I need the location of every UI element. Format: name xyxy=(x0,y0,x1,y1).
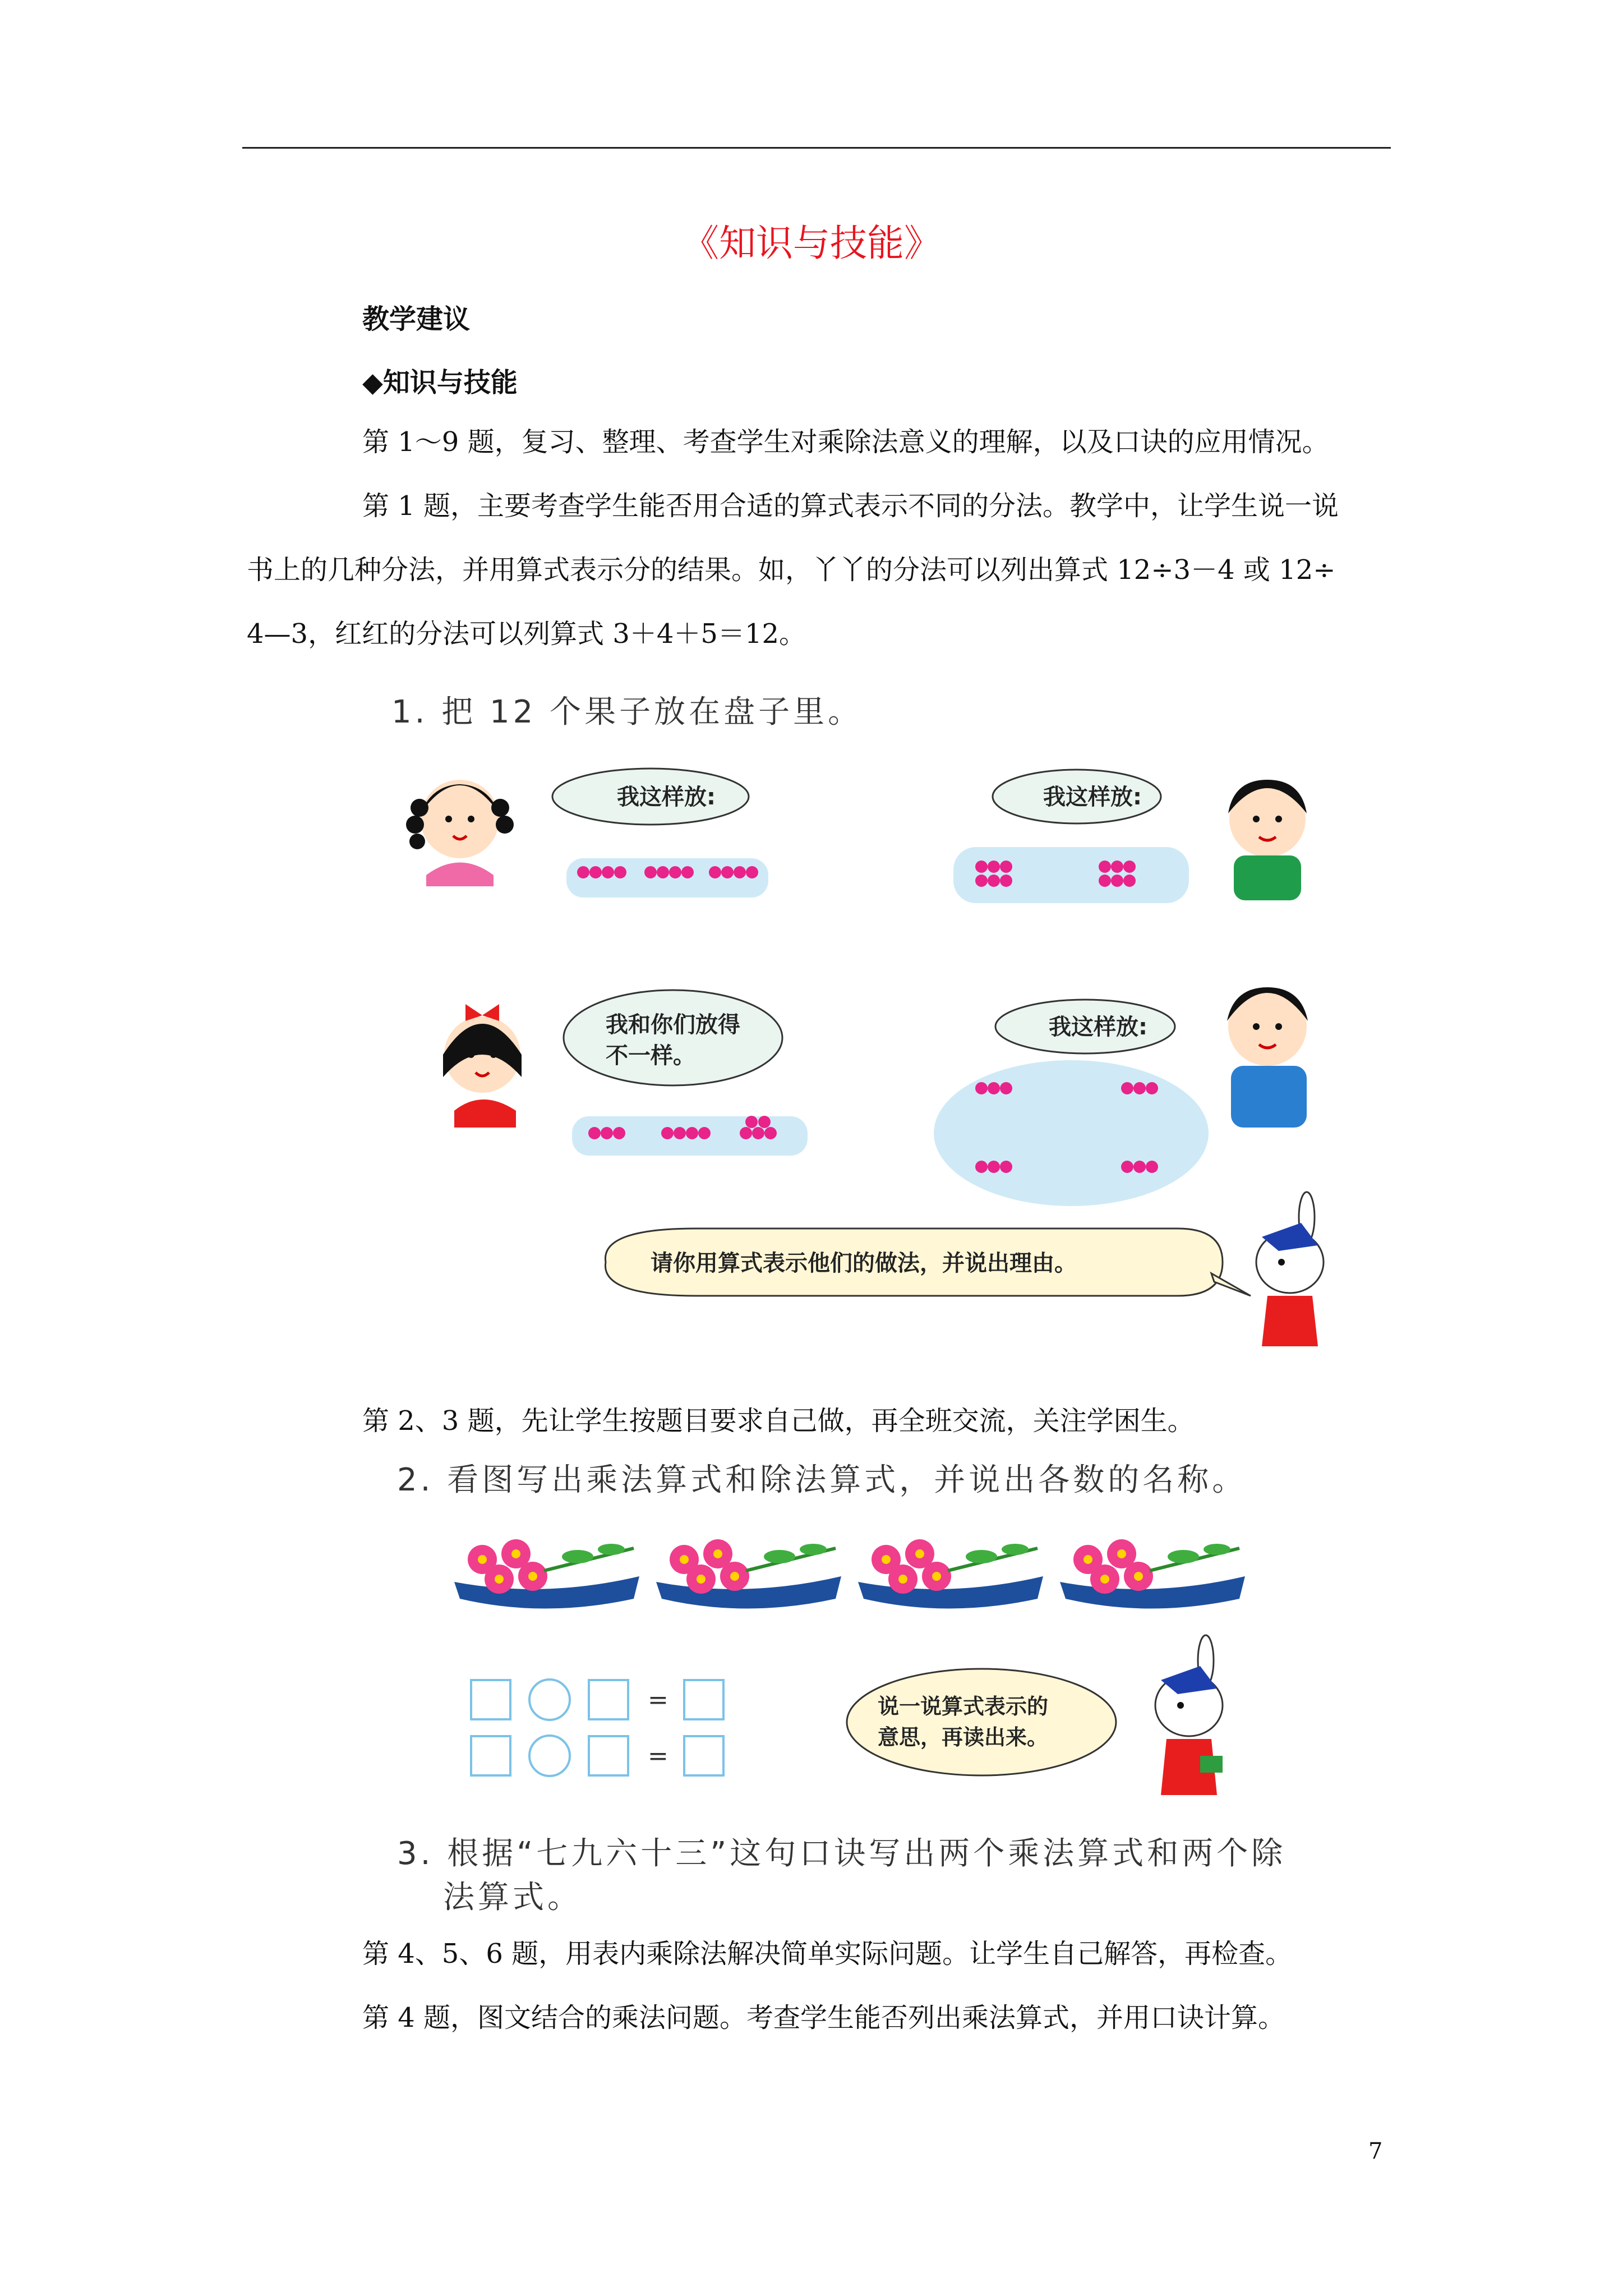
plates-group-c xyxy=(572,1116,808,1156)
exercise-2-question: 2. 看图写出乘法算式和除法算式，并说出各数的名称。 xyxy=(397,1462,1247,1498)
paragraph-2-line-1: 第 1 题，主要考查学生能否用合适的算式表示不同的分法。教学中，让学生说一说 xyxy=(362,490,1339,522)
paragraph-1: 第 1～9 题，复习、整理、考查学生对乘除法意义的理解，以及口诀的应用情况。 xyxy=(362,426,1329,458)
subsection-heading: ◆知识与技能 xyxy=(362,367,518,398)
equals-sign-1: = xyxy=(648,1686,668,1714)
exercise-1-illustration xyxy=(404,740,1346,1386)
bubble-c-line1: 我和你们放得 xyxy=(606,1012,740,1038)
paragraph-4: 第 4、5、6 题，用表内乘除法解决简单实际问题。让学生自己解答，再检查。 xyxy=(362,1938,1293,1970)
girl-red-bow-icon xyxy=(443,1004,522,1128)
equals-sign-2: = xyxy=(648,1742,668,1770)
boy-blue-jacket-icon xyxy=(1227,987,1308,1128)
paragraph-2-line-2: 书上的几种分法，并用算式表示分的结果。如，丫丫的分法可以列出算式 12÷3－4 或 12÷ xyxy=(247,554,1336,586)
exercise-3-question-line1: 3. 根据“七九六十三”这句口诀写出两个乘法算式和两个除 xyxy=(397,1835,1287,1872)
paragraph-5: 第 4 题，图文结合的乘法问题。考查学生能否列出乘法算式，并用口诀计算。 xyxy=(362,2002,1285,2033)
page-number: 7 xyxy=(1368,2138,1383,2164)
exercise-1-question: 1. 把 12 个果子放在盘子里。 xyxy=(391,694,863,730)
exercise-2-bubble-line2: 意思，再读出来。 xyxy=(878,1725,1049,1750)
exercise-2-illustration xyxy=(449,1515,1273,1829)
header-rule xyxy=(242,147,1391,149)
exercise-2-bubble-line1: 说一说算式表示的 xyxy=(878,1694,1049,1719)
page-title: 《知识与技能》 xyxy=(682,222,941,265)
plates-group-a xyxy=(566,858,768,898)
girl-with-braids-icon xyxy=(406,780,514,886)
bubble-c-line2: 不一样。 xyxy=(606,1043,695,1069)
rabbit-teacher-icon xyxy=(1155,1635,1223,1795)
bubble-d-text: 我这样放: xyxy=(1049,1014,1147,1040)
equation-blanks xyxy=(471,1680,723,1776)
exercise-3-question-line2: 法算式。 xyxy=(443,1879,582,1916)
plates-group-b xyxy=(953,847,1189,903)
bubble-e-text: 请你用算式表示他们的做法，并说出理由。 xyxy=(651,1250,1077,1276)
plates-group-d xyxy=(934,1060,1209,1206)
boy-green-sweater-icon xyxy=(1228,780,1307,900)
paragraph-2-line-3: 4—3，红红的分法可以列算式 3＋4＋5＝12。 xyxy=(247,618,806,650)
rabbit-teacher-icon xyxy=(1256,1192,1324,1346)
section-heading: 教学建议 xyxy=(362,303,471,335)
bubble-b-text: 我这样放: xyxy=(1043,784,1142,810)
flower-vase-group xyxy=(454,1539,1245,1609)
bubble-a-text: 我这样放: xyxy=(617,784,716,810)
paragraph-3: 第 2、3 题，先让学生按题目要求自己做，再全班交流，关注学困生。 xyxy=(362,1405,1195,1437)
